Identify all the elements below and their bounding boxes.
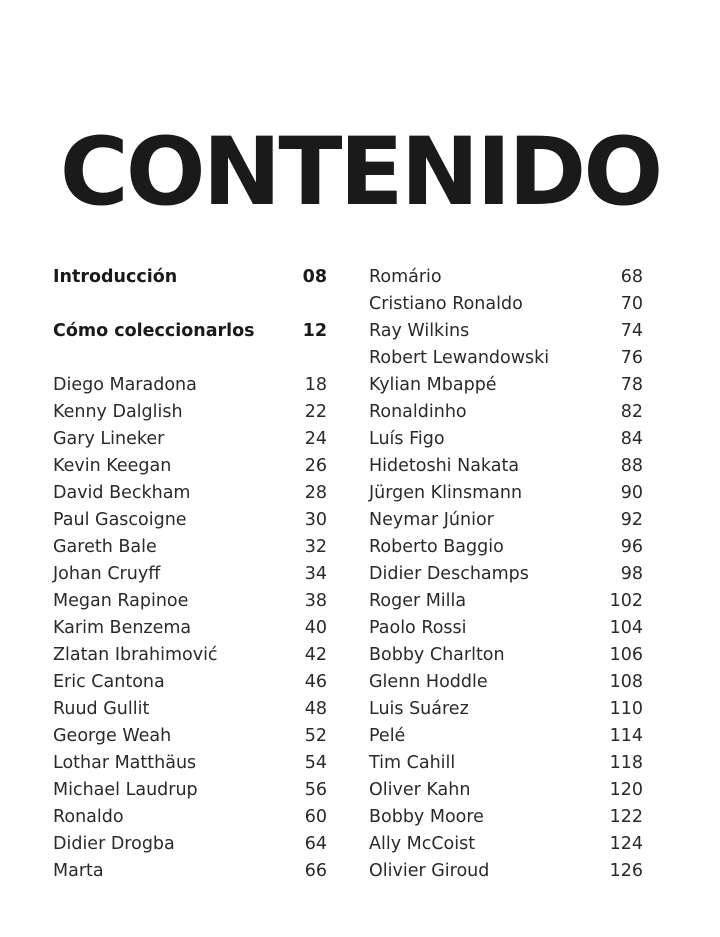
- toc-entry: [369, 561, 643, 588]
- toc-entry-page-number: 108: [609, 672, 643, 692]
- toc-entry: [369, 453, 643, 480]
- toc-entry-name: Ray Wilkins: [369, 321, 470, 341]
- toc-entry-name: Pelé: [369, 726, 406, 746]
- toc-entry-page-number: 82: [620, 402, 643, 422]
- toc-entry-page-number: 78: [620, 375, 643, 395]
- toc-entry: [369, 345, 643, 372]
- toc-entry-name: Michael Laudrup: [53, 780, 198, 800]
- toc-entry-page-number: 124: [609, 834, 643, 854]
- toc-entry-page-number: 56: [304, 780, 327, 800]
- toc-entry-page-number: 32: [304, 537, 327, 557]
- toc-entry-name: Olivier Giroud: [369, 861, 490, 881]
- toc-entry-page-number: 26: [304, 456, 327, 476]
- toc-entry-page-number: 40: [304, 618, 327, 638]
- toc-entry: [53, 669, 327, 696]
- toc-entry: [369, 858, 643, 885]
- toc-entry: [369, 642, 643, 669]
- toc-entry-name: Oliver Kahn: [369, 780, 471, 800]
- toc-entry-name: Bobby Charlton: [369, 645, 505, 665]
- toc-entry-name: Luis Suárez: [369, 699, 469, 719]
- toc-entry: [369, 318, 643, 345]
- toc-entry-page-number: 88: [620, 456, 643, 476]
- toc-entry-name: Robert Lewandowski: [369, 348, 550, 368]
- toc-entry-page-number: 08: [302, 267, 327, 287]
- toc-entry-page-number: 24: [304, 429, 327, 449]
- toc-entry-name: Paolo Rossi: [369, 618, 467, 638]
- toc-entry: [369, 507, 643, 534]
- toc-entry: [53, 561, 327, 588]
- toc-entry-name: Gary Lineker: [53, 429, 165, 449]
- toc-entry-name: Johan Cruyff: [53, 564, 161, 584]
- toc-entry-name: Introducción: [53, 267, 178, 287]
- toc-entry-page-number: 74: [620, 321, 643, 341]
- toc-entry: [53, 264, 327, 291]
- toc-entry-name: Ally McCoist: [369, 834, 476, 854]
- toc-entry-page-number: 68: [620, 267, 643, 287]
- toc-entry-page-number: 34: [304, 564, 327, 584]
- toc-entry-name: Didier Deschamps: [369, 564, 529, 584]
- toc-entry-page-number: 106: [609, 645, 643, 665]
- toc-entry-page-number: 102: [609, 591, 643, 611]
- toc-entry: [369, 831, 643, 858]
- toc-entry: [53, 372, 327, 399]
- toc-entry: [369, 534, 643, 561]
- toc-entry: [53, 777, 327, 804]
- toc-entry-name: Romário: [369, 267, 442, 287]
- toc-entry: [369, 426, 643, 453]
- toc-entry: [53, 642, 327, 669]
- toc-entry: [53, 615, 327, 642]
- toc-entry: [369, 804, 643, 831]
- toc-entry: [53, 318, 327, 345]
- toc-entry: [369, 588, 643, 615]
- toc-entry-page-number: 42: [304, 645, 327, 665]
- toc-entry: [369, 399, 643, 426]
- toc-entry-name: Neymar Júnior: [369, 510, 494, 530]
- toc-left-column: [53, 264, 327, 885]
- toc-entry: [53, 750, 327, 777]
- toc-entry-page-number: 84: [620, 429, 643, 449]
- toc-entry-name: Roger Milla: [369, 591, 467, 611]
- toc-entry-page-number: 48: [304, 699, 327, 719]
- toc-entry: [53, 507, 327, 534]
- toc-entry: [369, 669, 643, 696]
- toc-entry: [53, 696, 327, 723]
- toc-entry-name: David Beckham: [53, 483, 191, 503]
- toc-entry-page-number: 110: [609, 699, 643, 719]
- toc-entry-page-number: 120: [609, 780, 643, 800]
- toc-entry: [369, 264, 643, 291]
- toc-entry: [53, 426, 327, 453]
- toc-entry-page-number: 46: [304, 672, 327, 692]
- toc-entry-page-number: 76: [620, 348, 643, 368]
- toc-entry-name: Kenny Dalglish: [53, 402, 183, 422]
- toc-entry-page-number: 64: [304, 834, 327, 854]
- toc-entry-page-number: 96: [620, 537, 643, 557]
- toc-entry-name: Eric Cantona: [53, 672, 165, 692]
- toc-entry: [53, 858, 327, 885]
- toc-entry-name: Bobby Moore: [369, 807, 484, 827]
- toc-entry: [53, 804, 327, 831]
- toc-entry: [53, 723, 327, 750]
- toc-entry-page-number: 52: [304, 726, 327, 746]
- toc-entry: [53, 453, 327, 480]
- toc-entry-name: Megan Rapinoe: [53, 591, 189, 611]
- toc-entry-page-number: 38: [304, 591, 327, 611]
- toc-entry-name: Lothar Matthäus: [53, 753, 197, 773]
- toc-entry-name: Paul Gascoigne: [53, 510, 187, 530]
- toc-entry: [53, 534, 327, 561]
- page-title: CONTENIDO: [59, 118, 661, 227]
- toc-entry-page-number: 92: [620, 510, 643, 530]
- toc-entry: [53, 480, 327, 507]
- toc-entry-name: Tim Cahill: [369, 753, 456, 773]
- toc-entry-name: Diego Maradona: [53, 375, 197, 395]
- toc-entry-page-number: 70: [620, 294, 643, 314]
- toc-entry-page-number: 12: [302, 321, 327, 341]
- toc-entry-page-number: 66: [304, 861, 327, 881]
- toc-entry-name: Kylian Mbappé: [369, 375, 497, 395]
- toc-entry-name: Zlatan Ibrahimović: [53, 645, 218, 665]
- toc-right-column: [369, 264, 643, 885]
- toc-entry: [369, 750, 643, 777]
- toc-entry-page-number: 28: [304, 483, 327, 503]
- toc-entry-page-number: 104: [609, 618, 643, 638]
- toc-entry-page-number: 30: [304, 510, 327, 530]
- toc-entry: [369, 615, 643, 642]
- toc-entry: [369, 291, 643, 318]
- toc-entry-page-number: 98: [620, 564, 643, 584]
- toc-entry-name: Ruud Gullit: [53, 699, 150, 719]
- toc-entry: [53, 588, 327, 615]
- toc-entry: [369, 723, 643, 750]
- toc-entry: [369, 777, 643, 804]
- toc-entry-page-number: 54: [304, 753, 327, 773]
- toc-entry-name: Didier Drogba: [53, 834, 175, 854]
- toc-entry-name: Hidetoshi Nakata: [369, 456, 520, 476]
- toc-entry: [369, 480, 643, 507]
- toc-entry-name: Cristiano Ronaldo: [369, 294, 523, 314]
- toc-entry: [53, 831, 327, 858]
- toc-entry-page-number: 22: [304, 402, 327, 422]
- toc-entry-name: Ronaldinho: [369, 402, 467, 422]
- toc-entry-page-number: 126: [609, 861, 643, 881]
- toc-entry-name: Gareth Bale: [53, 537, 157, 557]
- toc-entry-name: Marta: [53, 861, 104, 881]
- toc-entry: [369, 696, 643, 723]
- toc-entry-name: George Weah: [53, 726, 172, 746]
- toc-entry-page-number: 122: [609, 807, 643, 827]
- toc-entry-name: Glenn Hoddle: [369, 672, 488, 692]
- toc-entry-name: Cómo coleccionarlos: [53, 321, 255, 341]
- toc-entry-page-number: 114: [609, 726, 643, 746]
- toc-entry-name: Kevin Keegan: [53, 456, 172, 476]
- toc-entry-page-number: 90: [620, 483, 643, 503]
- toc-entry-name: Jürgen Klinsmann: [369, 483, 523, 503]
- toc-entry-name: Ronaldo: [53, 807, 124, 827]
- toc-entry-name: Roberto Baggio: [369, 537, 504, 557]
- toc-entry: [369, 372, 643, 399]
- toc-entry-page-number: 118: [609, 753, 643, 773]
- toc-entry-page-number: 60: [304, 807, 327, 827]
- toc-entry-name: Luís Figo: [369, 429, 445, 449]
- toc-entry-page-number: 18: [304, 375, 327, 395]
- toc-entry: [53, 399, 327, 426]
- toc-entry-name: Karim Benzema: [53, 618, 192, 638]
